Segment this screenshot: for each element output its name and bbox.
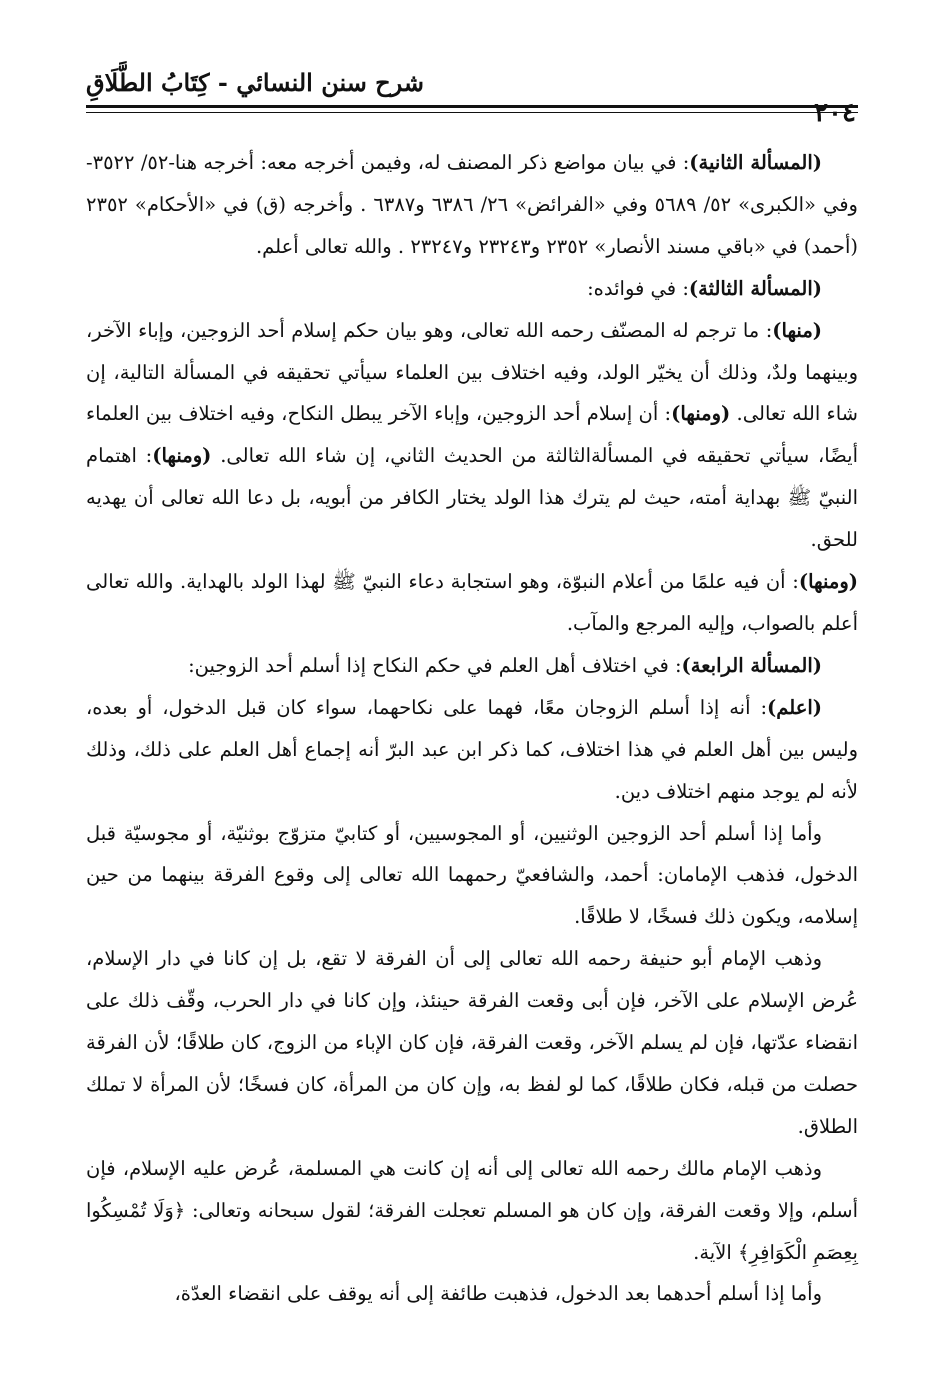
- paragraph-benefit-4: [86, 561, 858, 645]
- paragraph-text: : أنه إذا أسلم الزوجان معًا، فهما على نكاحهما، سواء كان قبل الدخول، أو بعده، وليس بين أهل العلم في هذا اختلاف، كما ذكر ابن عبد البرّ أنه إجماع أهل العلم على ذلك، وذلك لأنه لم يوجد منهم اختلاف دين.: [86, 695, 858, 803]
- running-header: [86, 60, 858, 128]
- paragraph-label: ( منها ): [772, 319, 822, 342]
- header-rule-thin: [86, 112, 858, 113]
- paragraph-label: ( اعلم ): [767, 696, 822, 719]
- paragraph-text: وذهب الإمام أبو حنيفة رحمه الله تعالى إلى أن الفرقة لا تقع، بل إن كانا في دار الإسلام، عُرض الإسلام على الآخر، فإن أبى وقعت الفرقة حينئذ، وإن كانا في دار الحرب، وقّف ذلك على انقضاء عدّتها، فإن لم يسلم الآخر، وقعت الفرقة، فإن كان الإباء من الزوج، كان طلاقًا؛ لأن الفرقة حصلت من قبله، فكان طلاقًا، كما لو لفظ به، وإن كان من المرأة، كان فسخًا؛ لأن المرأة لا تملك الطلاق.: [86, 947, 858, 1138]
- paragraph-ahmad-shafii: [86, 813, 858, 939]
- paragraph-text: : أن إسلام أحد الزوجين، وإباء الآخر يبطل النكاح، وفيه اختلاف بين العلماء أيضًا، سيأتي تحقيقه في المسألةالثالثة من الحديث الثاني، إن شاء الله تعالى.: [86, 402, 858, 468]
- paragraph-after-consummation: [86, 1273, 858, 1315]
- paragraph-text: وأما إذا أسلم أحدهما بعد الدخول، فذهبت طائفة إلى أنه يوقف على انقضاء العدّة،: [174, 1282, 822, 1306]
- paragraph-issue-3: [86, 268, 858, 310]
- paragraph-malik: [86, 1148, 858, 1274]
- paragraph-label: ( المسألة الثالثة ): [689, 277, 822, 300]
- page-body: [86, 142, 858, 1315]
- paragraph-know: [86, 687, 858, 813]
- paragraph-issue-2: [86, 142, 858, 268]
- paragraph-text: : ما ترجم له المصنّف رحمه الله تعالى، وهو بيان حكم إسلام أحد الزوجين، وإباء الآخر، وبينهما ولدٌ، وذلك أن يخيّر الولد، وفيه اختلاف بين العلماء سيأتي تحقيقه في المسألة التالية، إن شاء الله تعالى.: [86, 318, 858, 426]
- page-number: ٢٠٤: [814, 98, 856, 128]
- paragraph-label: ( المسألة الثانية ): [689, 151, 822, 174]
- paragraph-abu-hanifa: [86, 938, 858, 1148]
- paragraph-text: : اهتمام النبيّ ﷺ بهداية أمته، حيث لم يترك هذا الولد يختار الكافر من أبويه، بل دعا الله تعالى أن يهديه للحق.: [86, 444, 858, 552]
- paragraph-label: ( ومنها ): [799, 570, 858, 593]
- header-title: شرح سنن النسائي - كِتَابُ الطَّلَاقِ: [86, 68, 425, 97]
- paragraph-text: وذهب الإمام مالك رحمه الله تعالى إلى أنه إن كانت هي المسلمة، عُرض عليه الإسلام، فإن أسلم، وإلا وقعت الفرقة، وإن كان هو المسلم تعجلت الفرقة؛ لقول سبحانه وتعالى: ﴿وَلَا تُمْسِكُوا بِعِصَمِ الْكَوَافِرِ﴾ الآية.: [86, 1156, 858, 1264]
- paragraph-text: : في بيان مواضع ذكر المصنف له، وفيمن أخرجه معه: أخرجه هنا-٥٢/ ٣٥٢٢- وفي «الكبرى» ٥٢/ ٥٦٨٩ وفي «الفرائض» ٢٦/ ٦٣٨٦ و٦٣٨٧ . وأخرجه (ق) في «الأحكام» ٢٣٥٢ (أحمد) في «باقي مسند الأنصار» ٢٣٥٢ و٢٣٢٤٣ و٢٣٢٤٧ . والله تعالى أعلم.: [86, 151, 858, 258]
- paragraph-text: : أن فيه علمًا من أعلام النبوّة، وهو استجابة دعاء النبيّ ﷺ لهذا الولد بالهداية. والله تعالى أعلم بالصواب، وإليه المرجع والمآب.: [86, 570, 858, 635]
- header-rule: [86, 105, 858, 108]
- paragraph-issue-4: [86, 645, 858, 687]
- paragraph-benefit-1: [86, 310, 858, 561]
- paragraph-text: : في اختلاف أهل العلم في حكم النكاح إذا أسلم أحد الزوجين:: [188, 653, 682, 677]
- paragraph-text: : في فوائده:: [587, 276, 689, 300]
- paragraph-label: ( المسألة الرابعة ): [682, 654, 822, 677]
- paragraph-label: ( ومنها ): [152, 444, 211, 467]
- paragraph-text: وأما إذا أسلم أحد الزوجين الوثنيين، أو المجوسيين، أو كتابيّ متزوّج بوثنيّة، أو مجوسيّة قبل الدخول، فذهب الإمامان: أحمد، والشافعيّ رحمهما الله تعالى إلى وقوع الفرقة بينهما من حين إسلامه، ويكون ذلك فسخًا، لا طلاقًا.: [86, 821, 858, 929]
- paragraph-label: ( ومنها ): [671, 402, 730, 425]
